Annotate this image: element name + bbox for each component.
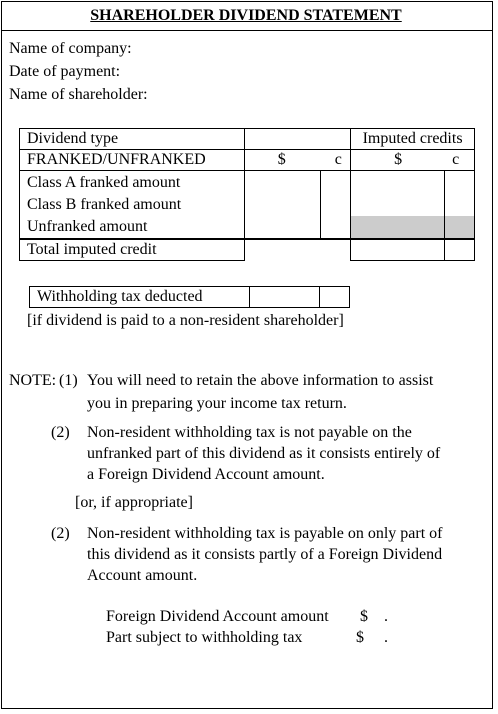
credit-units-cell xyxy=(351,150,475,171)
withholding-dollars-cell xyxy=(250,287,320,308)
note-2-line-2: unfranked part of this dividend as it consists entirely of xyxy=(87,445,441,462)
note-1-line-2: you in preparing your income tax return. xyxy=(87,395,347,412)
dividend-table xyxy=(19,128,475,261)
withholding-part-label: Part subject to withholding tax xyxy=(106,629,303,646)
total-blank-cell xyxy=(244,239,350,261)
company-field-label: Name of company: xyxy=(9,40,132,57)
note-3-line-1: Non-resident withholding tax is payable on only part of xyxy=(87,525,443,542)
note-1-number: (1) xyxy=(59,372,78,389)
note-prefix: NOTE: xyxy=(9,372,57,389)
credit-dollars-cell xyxy=(351,171,445,240)
withholding-table xyxy=(29,286,350,308)
fda-dollar-sign: $ xyxy=(360,608,368,625)
class-rows-labels xyxy=(20,171,245,240)
cents-unit: c xyxy=(334,151,342,168)
table-subheader-row xyxy=(20,150,475,171)
amount-cents-cell xyxy=(321,171,351,240)
title-divider xyxy=(1,30,493,31)
total-imputed-credit-label: Total imputed credit xyxy=(20,239,245,261)
date-field-label: Date of payment: xyxy=(9,63,121,80)
alternative-note: [or, if appropriate] xyxy=(75,494,193,511)
note-2-line-1: Non-resident withholding tax is not payable on the xyxy=(87,424,412,441)
statement-title: SHAREHOLDER DIVIDEND STATEMENT xyxy=(90,7,402,24)
table-header-row xyxy=(20,129,475,150)
note-1-line-1: You will need to retain the above information to assist xyxy=(87,372,434,389)
amount-dollars-cell xyxy=(244,171,321,240)
amount-header-cell xyxy=(244,129,350,150)
note-3-line-2: this dividend as it consists partly of a Foreign Dividend xyxy=(87,546,443,563)
fda-amount-label: Foreign Dividend Account amount xyxy=(106,608,329,625)
franked-unfranked-header: FRANKED/UNFRANKED xyxy=(20,150,245,171)
class-a-label: Class A franked amount xyxy=(27,174,181,191)
credit-cents-unit: c xyxy=(452,151,460,168)
imputed-credits-header: Imputed credits xyxy=(351,129,475,150)
withholding-note: [if dividend is paid to a non-resident shareholder] xyxy=(27,312,344,329)
unfranked-credit-cents-shading xyxy=(445,216,474,238)
note-3-number: (2) xyxy=(51,525,70,542)
unfranked-credit-shading xyxy=(351,216,444,238)
total-credit-dollars xyxy=(351,239,445,261)
total-credit-cents xyxy=(445,239,475,261)
statement-frame xyxy=(1,1,493,709)
withholding-tax-label: Withholding tax deducted xyxy=(30,287,250,308)
amount-units-cell xyxy=(244,150,350,171)
unfranked-label: Unfranked amount xyxy=(27,218,148,235)
note-3-line-3: Account amount. xyxy=(87,567,198,584)
class-b-label: Class B franked amount xyxy=(27,196,182,213)
shareholder-field-label: Name of shareholder: xyxy=(9,86,148,103)
dollar-unit: $ xyxy=(277,151,286,168)
note-2-number: (2) xyxy=(51,424,70,441)
note-2-line-3: a Foreign Dividend Account amount. xyxy=(87,466,325,483)
total-row xyxy=(20,239,475,261)
withholding-part-decimal-point: . xyxy=(384,629,388,646)
class-rows-block xyxy=(20,171,475,240)
fda-decimal-point: . xyxy=(384,608,388,625)
withholding-cents-cell xyxy=(320,287,350,308)
withholding-part-dollar-sign: $ xyxy=(356,629,364,646)
dividend-type-header: Dividend type xyxy=(20,129,245,150)
credit-cents-cell xyxy=(445,171,475,240)
credit-dollar-unit: $ xyxy=(394,151,403,168)
